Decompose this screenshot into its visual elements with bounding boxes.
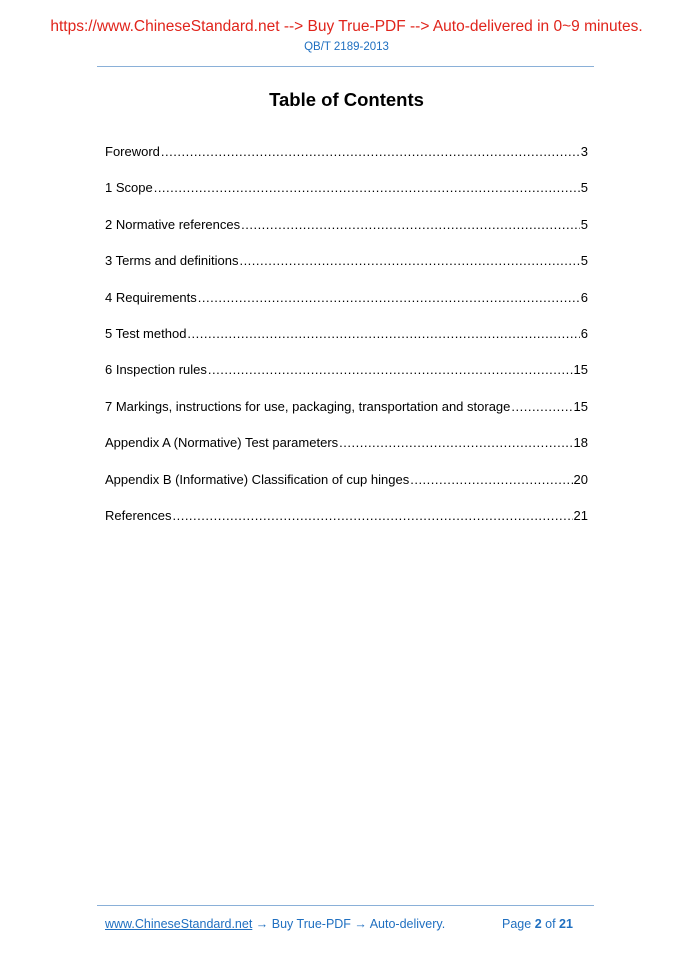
toc-entry-test-method[interactable] xyxy=(105,326,588,362)
of-word: of xyxy=(545,917,556,931)
toc-title: Table of Contents xyxy=(269,89,424,110)
toc-entry-page: 6 xyxy=(580,325,588,341)
footer-website-link[interactable]: www.ChineseStandard.net xyxy=(105,917,253,931)
toc-entry-normative-references[interactable] xyxy=(105,217,588,253)
toc-entry-page: 5 xyxy=(580,253,588,269)
toc-entry-foreword[interactable] xyxy=(105,144,588,180)
toc-entry-page: 18 xyxy=(573,435,588,451)
toc-entry-label: 4 Requirements xyxy=(105,289,197,305)
toc-leader-dots xyxy=(410,472,572,487)
toc-entry-inspection-rules[interactable] xyxy=(105,362,588,398)
toc-leader-dots xyxy=(172,508,572,523)
toc-entry-label: Foreword xyxy=(105,144,160,159)
toc-entry-page: 15 xyxy=(573,398,588,414)
total-pages-number: 21 xyxy=(559,917,573,931)
footer-promo xyxy=(105,917,445,931)
toc-leader-dots xyxy=(239,253,579,268)
toc-entry-label: Appendix A (Normative) Test parameters xyxy=(105,435,339,451)
page-word: Page xyxy=(502,917,532,931)
page-indicator xyxy=(502,917,573,931)
toc-entry-page: 6 xyxy=(580,289,588,305)
toc-entry-label: 1 Scope xyxy=(105,180,153,196)
current-page-number: 2 xyxy=(534,917,542,931)
toc-leader-dots xyxy=(208,362,573,377)
promo-banner-link[interactable]: https://www.ChineseStandard.net --> Buy True-PDF --> Auto-delivered in 0~9 minutes. xyxy=(50,18,643,35)
toc-leader-dots xyxy=(154,180,580,195)
toc-entry-appendix-a[interactable] xyxy=(105,435,588,471)
toc-entry-page: 3 xyxy=(580,144,588,159)
toc-entry-page: 5 xyxy=(580,216,588,232)
toc-list xyxy=(105,144,588,544)
toc-entry-page: 5 xyxy=(580,180,588,196)
header-divider xyxy=(97,66,594,67)
toc-entry-label: 2 Normative references xyxy=(105,216,241,232)
toc-entry-label: 6 Inspection rules xyxy=(105,362,207,378)
footer-divider xyxy=(97,905,594,906)
toc-leader-dots xyxy=(339,435,572,450)
toc-leader-dots xyxy=(241,217,580,232)
toc-leader-dots xyxy=(161,144,580,159)
toc-entry-markings[interactable] xyxy=(105,399,588,435)
toc-entry-label: 5 Test method xyxy=(105,325,187,341)
toc-entry-terms-and-definitions[interactable] xyxy=(105,253,588,289)
toc-entry-label: Appendix B (Informative) Classification of cup hinges xyxy=(105,471,410,487)
footer-tagline: → Buy True-PDF → Auto-delivery. xyxy=(252,917,446,931)
toc-entry-appendix-b[interactable] xyxy=(105,472,588,508)
toc-leader-dots xyxy=(198,290,580,305)
toc-entry-label: 3 Terms and definitions xyxy=(105,253,239,269)
toc-entry-page: 15 xyxy=(573,362,588,378)
toc-entry-page: 21 xyxy=(573,507,588,523)
toc-leader-dots xyxy=(187,326,579,341)
toc-entry-scope[interactable] xyxy=(105,180,588,216)
toc-entry-references[interactable] xyxy=(105,508,588,544)
toc-entry-label: References xyxy=(105,507,172,523)
toc-leader-dots xyxy=(511,399,572,414)
toc-entry-requirements[interactable] xyxy=(105,290,588,326)
toc-entry-label: 7 Markings, instructions for use, packaging, transportation and storage xyxy=(105,398,511,414)
standard-code: QB/T 2189-2013 xyxy=(304,41,389,53)
toc-entry-page: 20 xyxy=(573,471,588,487)
